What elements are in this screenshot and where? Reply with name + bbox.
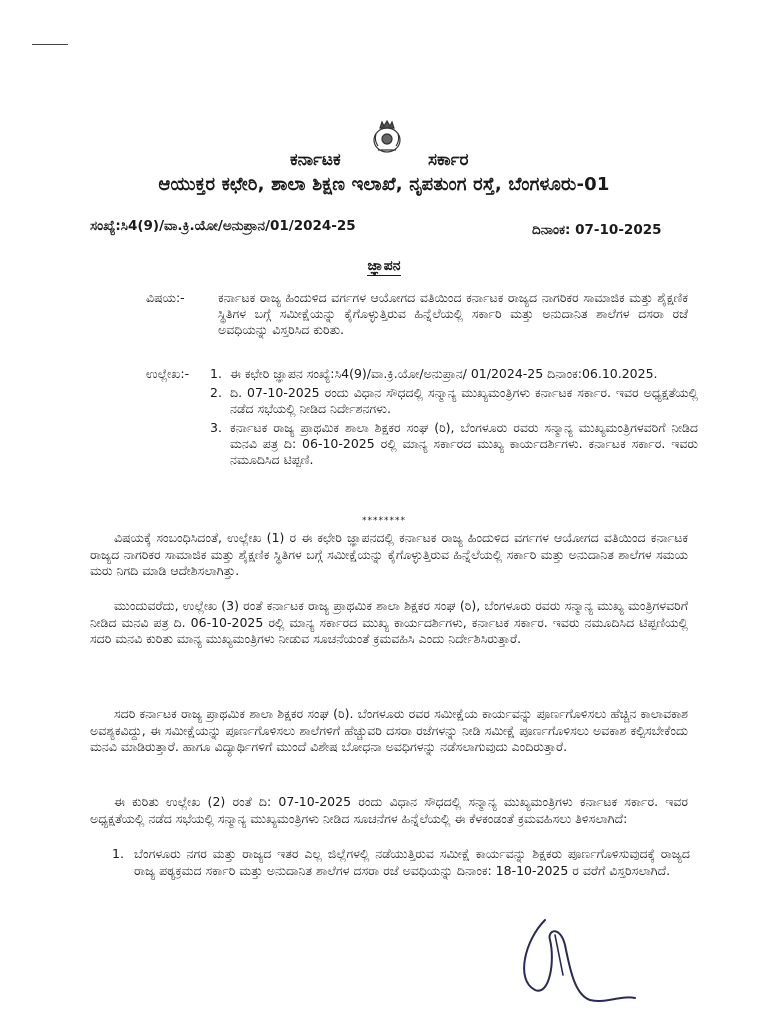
body-paragraph-text: ಈ ಕುರಿತು ಉಲ್ಲೇಖ (2) ರಂತೆ ದಿ: 07-10-2025 ರಂದು ವಿಧಾನ ಸೌಧದಲ್ಲಿ ಸನ್ಮಾನ್ಯ ಮುಖ್ಯಮಂತ್ರಿಗಳು ಕರ್ನಾಟಕ ಸರ್ಕಾರ. ಇವರ ಅಧ್ಯಕ್ಷತೆಯಲ್ಲಿ ನಡೆದ ಸಭೆಯಲ್ಲಿ ಸನ್ಮಾನ್ಯ ಮುಖ್ಯಮಂತ್ರಿಗಳು ನೀಡಿದ ಸೂಚನೆಗಳ ಹಿನ್ನೆಲೆಯಲ್ಲಿ ಈ ಕೆಳಕಂಡಂತೆ ಕ್ರಮವಹಿಸಲು ತಿಳಿಸಲಾಗಿದೆ: bbox=[90, 794, 688, 826]
reference-item bbox=[208, 366, 698, 382]
government-label: ಸರ್ಕಾರ bbox=[428, 150, 469, 170]
reference-text: ಈ ಕಛೇರಿ ಜ್ಞಾಪನ ಸಂಖ್ಯೆ:ಸಿ4(9)/ವಾ.ಕ್ರಿ.ಯೋ/ಅನುಪ್ರಾನ/ 01/2024-25 ದಿನಾಂಕ:06.10.2025. bbox=[230, 366, 658, 381]
reference-number-marker: 2. bbox=[210, 385, 222, 400]
body-paragraph-text: ಮುಂದುವರೆದು, ಉಲ್ಲೇಖ (3) ರಂತೆ ಕರ್ನಾಟಕ ರಾಜ್ಯ ಪ್ರಾಥಮಿಕ ಶಾಲಾ ಶಿಕ್ಷಕರ ಸಂಘ (ರಿ), ಬೆಂಗಳೂರು ರವರು ಸನ್ಮಾನ್ಯ ಮುಖ್ಯ ಮಂತ್ರಿಗಳವರಿಗೆ ನೀಡಿದ ಮನವಿ ಪತ್ರ ದಿ. 06-10-2025 ರಲ್ಲಿ ಮಾನ್ಯ ಸರ್ಕಾರದ ಮುಖ್ಯ ಕಾರ್ಯದರ್ಶಿಗಳು, ಕರ್ನಾಟಕ ಸರ್ಕಾರ. ಇವರು ನಮೂದಿಸಿದ ಟಿಪ್ಪಣಿಯಲ್ಲಿ ಸದರಿ ಮನವಿ ಕುರಿತು ಮಾನ್ಯ ಮುಖ್ಯಮಂತ್ರಿಗಳು ನೀಡುವ ಸೂಚನೆಯಂತೆ ಕ್ರಮವಹಿಸಿ ಎಂದು ನಿರ್ದೇಶಿಸಿರುತ್ತಾರೆ. bbox=[90, 598, 688, 646]
document-title-text: ಜ್ಞಾಪನ bbox=[367, 258, 401, 274]
document-date: ದಿನಾಂಕ: 07-10-2025 bbox=[532, 222, 662, 238]
letterhead-line-1 bbox=[0, 150, 768, 176]
references-label: ಉಲ್ಲೇಖ:- bbox=[146, 366, 190, 381]
body-paragraph bbox=[90, 598, 688, 648]
order-number-marker: 1. bbox=[112, 846, 124, 861]
body-paragraph bbox=[90, 530, 688, 580]
reference-text: ಕರ್ನಾಟಕ ರಾಜ್ಯ ಪ್ರಾಥಮಿಕ ಶಾಲಾ ಶಿಕ್ಷಕರ ಸಂಘ (ರಿ), ಬೆಂಗಳೂರು ರವರು ಸನ್ಮಾನ್ಯ ಮುಖ್ಯಮಂತ್ರಿಗಳವರಿಗೆ ನೀಡಿದ ಮನವಿ ಪತ್ರ ದಿ: 06-10-2025 ರಲ್ಲಿ ಮಾನ್ಯ ಸರ್ಕಾರದ ಮುಖ್ಯ ಕಾರ್ಯದರ್ಶಿಗಳು. ಕರ್ನಾಟಕ ಸರ್ಕಾರ. ಇವರು ನಮೂದಿಸಿದ ಟಿಪ್ಪಣಿ. bbox=[230, 420, 698, 467]
references-list bbox=[208, 366, 698, 471]
document-title bbox=[0, 258, 768, 274]
body-paragraph-text: ವಿಷಯಕ್ಕೆ ಸಂಬಂಧಿಸಿದಂತೆ, ಉಲ್ಲೇಖ (1) ರ ಈ ಕಛೇರಿ ಜ್ಞಾಪನದಲ್ಲಿ ಕರ್ನಾಟಕ ರಾಜ್ಯ ಹಿಂದುಳಿದ ವರ್ಗಗಳ ಆಯೋಗದ ವತಿಯಿಂದ ಕರ್ನಾಟಕ ರಾಜ್ಯದ ನಾಗರಿಕರ ಸಾಮಾಜಿಕ ಮತ್ತು ಶೈಕ್ಷಣಿಕ ಸ್ಥಿತಿಗಳ ಬಗ್ಗೆ ಸಮೀಕ್ಷೆಯನ್ನು ಕೈಗೊಳ್ಳುತ್ತಿರುವ ಹಿನ್ನೆಲೆಯಲ್ಲಿ ಸರ್ಕಾರಿ ಮತ್ತು ಅನುದಾನಿತ ಶಾಲೆಗಳ ಸಮಯ ಮರು ನಿಗದಿ ಮಾಡಿ ಆದೇಶಿಸಲಾಗಿತ್ತು. bbox=[90, 530, 688, 578]
margin-mark bbox=[32, 44, 68, 45]
subject-label: ವಿಷಯ:- bbox=[146, 290, 185, 305]
reference-number: ಸಂಖ್ಯೆ:ಸಿ4(9)/ವಾ.ಕ್ರಿ.ಯೋ/ಅನುಪ್ರಾನ/01/2024-25 bbox=[90, 218, 356, 234]
office-address: ಆಯುಕ್ತರ ಕಛೇರಿ, ಶಾಲಾ ಶಿಕ್ಷಣ ಇಲಾಖೆ, ನೃಪತುಂಗ ರಸ್ತೆ, ಬೆಂಗಳೂರು-01 bbox=[158, 174, 610, 195]
body-paragraph bbox=[90, 794, 688, 827]
reference-number-marker: 1. bbox=[210, 366, 222, 381]
reference-text: ದಿ. 07-10-2025 ರಂದು ವಿಧಾನ ಸೌಧದಲ್ಲಿ ಸನ್ಮಾನ್ಯ ಮುಖ್ಯಮಂತ್ರಿಗಳು ಕರ್ನಾಟಕ ಸರ್ಕಾರ. ಇವರ ಅಧ್ಯಕ್ಷತೆಯಲ್ಲಿ ನಡೆದ ಸಭೆಯಲ್ಲಿ ನೀಡಿದ ನಿರ್ದೇಶನಗಳು. bbox=[230, 385, 698, 416]
section-separator: ******** bbox=[362, 516, 406, 526]
orders-list bbox=[112, 846, 690, 879]
reference-item bbox=[208, 385, 698, 417]
subject-text: ಕರ್ನಾಟಕ ರಾಜ್ಯ ಹಿಂದುಳಿದ ವರ್ಗಗಳ ಆಯೋಗದ ವತಿಯಿಂದ ಕರ್ನಾಟಕ ರಾಜ್ಯದ ನಾಗರಿಕರ ಸಾಮಾಜಿಕ ಮತ್ತು ಶೈಕ್ಷಣಿಕ ಸ್ಥಿತಿಗಳ ಬಗ್ಗೆ ಸಮೀಕ್ಷೆಯನ್ನು ಕೈಗೊಳ್ಳುತ್ತಿರುವ ಹಿನ್ನೆಲೆಯಲ್ಲಿ ಸರ್ಕಾರಿ ಮತ್ತು ಅನುದಾನಿತ ಶಾಲೆಗಳ ದಸರಾ ರಜೆ ಅವಧಿಯನ್ನು ವಿಸ್ತರಿಸಿದ ಕುರಿತು. bbox=[218, 290, 688, 337]
reference-number-marker: 3. bbox=[210, 420, 222, 435]
order-text: ಬೆಂಗಳೂರು ನಗರ ಮತ್ತು ರಾಜ್ಯದ ಇತರ ಎಲ್ಲ ಜಿಲ್ಲೆಗಳಲ್ಲಿ ನಡೆಯುತ್ತಿರುವ ಸಮೀಕ್ಷೆ ಕಾರ್ಯವನ್ನು ಶಿಕ್ಷಕರು ಪೂರ್ಣಗೊಳಿಸುವುದಕ್ಕೆ ರಾಜ್ಯದ ರಾಜ್ಯ ಪಠ್ಯಕ್ರಮದ ಸರ್ಕಾರಿ ಮತ್ತು ಅನುದಾನಿತ ಶಾಲೆಗಳ ದಸರಾ ರಜೆ ಅವಧಿಯನ್ನು ದಿನಾಂಕ: 18-10-2025 ರ ವರೆಗೆ ವಿಸ್ತರಿಸಲಾಗಿದೆ. bbox=[134, 846, 690, 878]
state-name: ಕರ್ನಾಟಕ bbox=[290, 150, 341, 170]
body-paragraph bbox=[90, 706, 688, 756]
reference-item bbox=[208, 420, 698, 468]
handwritten-signature bbox=[505, 900, 645, 1010]
order-item bbox=[112, 846, 690, 879]
body-paragraph-text: ಸದರಿ ಕರ್ನಾಟಕ ರಾಜ್ಯ ಪ್ರಾಥಮಿಕ ಶಾಲಾ ಶಿಕ್ಷಕರ ಸಂಘ (ರಿ). ಬೆಂಗಳೂರು ರವರ ಸಮೀಕ್ಷೆಯ ಕಾರ್ಯವನ್ನು ಪೂರ್ಣಗೊಳಿಸಲು ಹೆಚ್ಚಿನ ಕಾಲಾವಕಾಶ ಅವಶ್ಯಕವಿದ್ದು, ಈ ಸಮೀಕ್ಷೆಯನ್ನು ಪೂರ್ಣಗೊಳಿಸಲು ಶಾಲೆಗಳಿಗೆ ಹೆಚ್ಚುವರಿ ದಸರಾ ರಜೆಗಳನ್ನು ನೀಡಿ ಸಮೀಕ್ಷೆ ಪೂರ್ಣಗೊಳಿಸಲು ಅವಕಾಶ ಕಲ್ಪಿಸಬೇಕೆಂದು ಮನವಿ ಮಾಡಿರುತ್ತಾರೆ. ಹಾಗೂ ವಿದ್ಯಾರ್ಥಿಗಳಿಗೆ ಮುಂದೆ ವಿಶೇಷ ಬೋಧನಾ ಅವಧಿಗಳನ್ನು ನಡೆಸಲಾಗುವುದು ಎಂದಿರುತ್ತಾರೆ. bbox=[90, 706, 688, 754]
